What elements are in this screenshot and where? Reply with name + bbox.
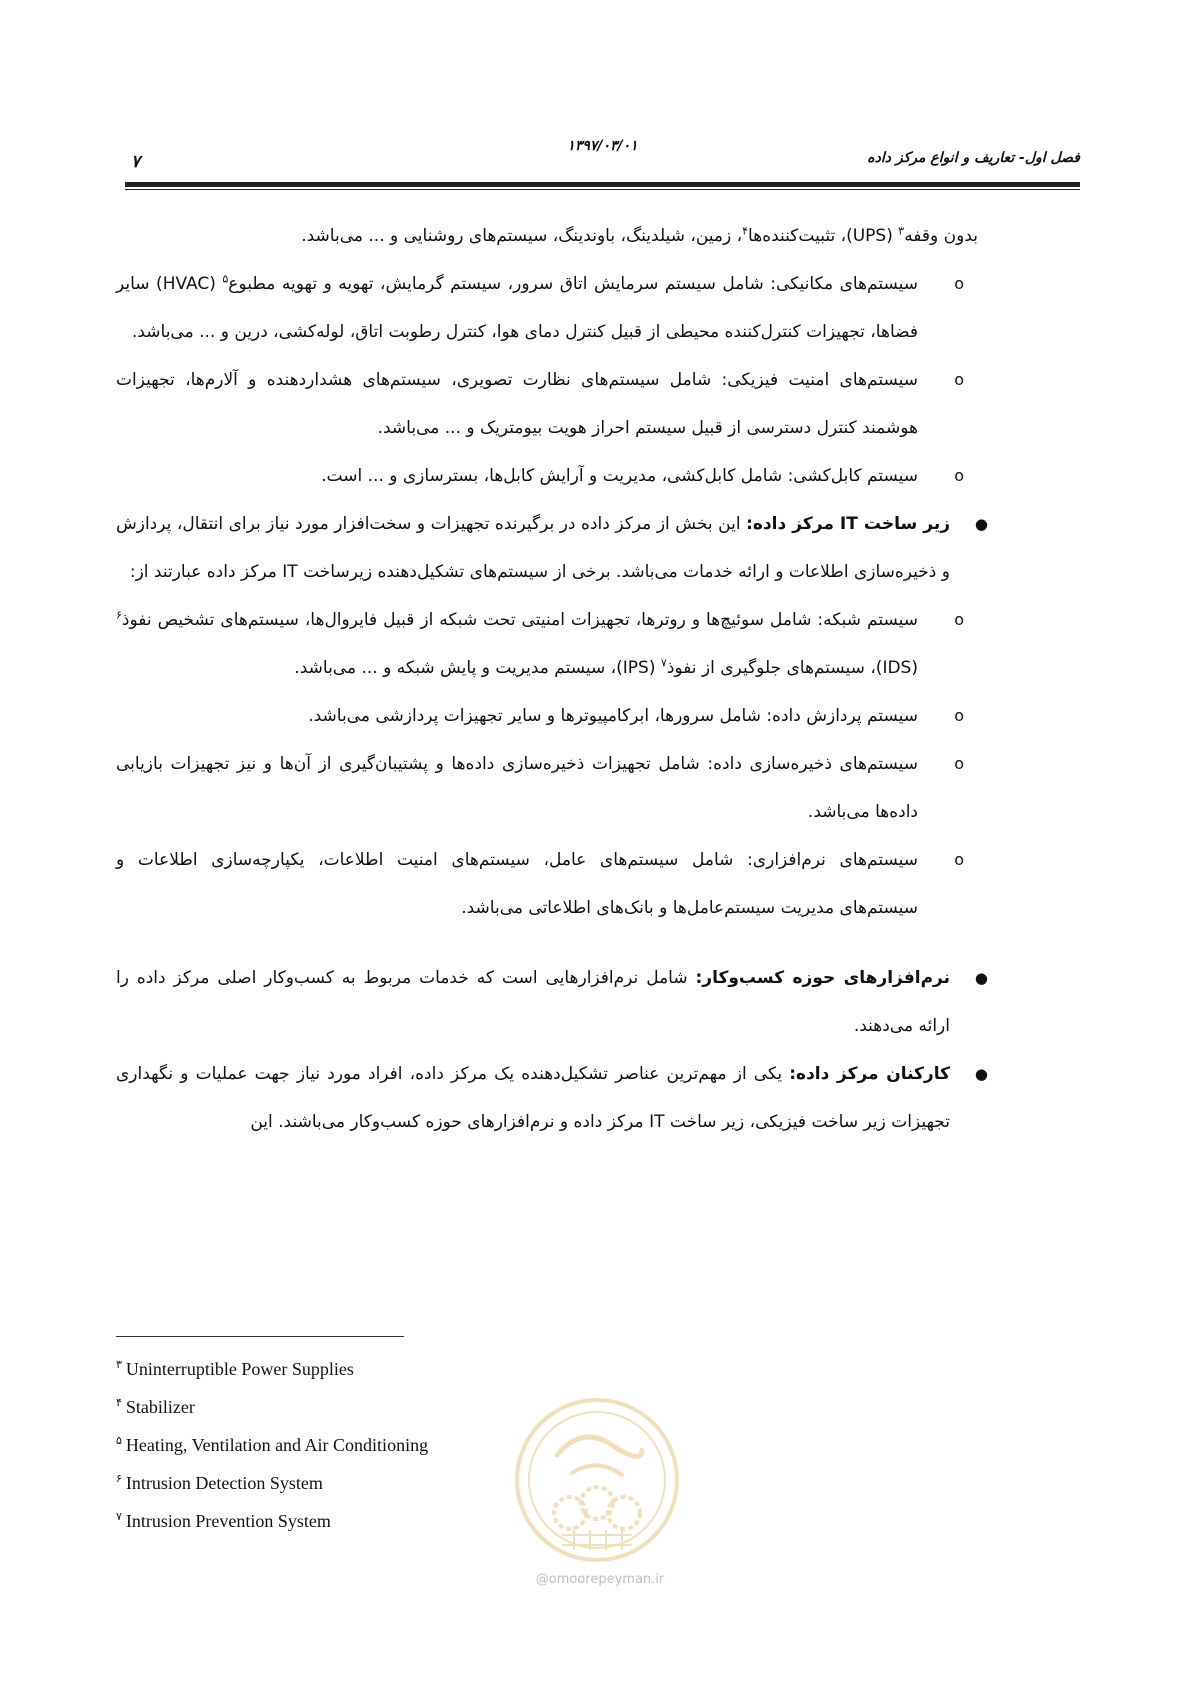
item-heading: زیر ساخت IT مرکز داده: <box>746 514 950 534</box>
continuation-paragraph <box>116 212 988 260</box>
list-item-business-software <box>116 954 988 1050</box>
footnote-ref[interactable]: ۳ <box>898 224 905 238</box>
page-number: ۷ <box>131 152 141 172</box>
footnote-number: ۳ <box>116 1359 122 1371</box>
list-item-staff <box>116 1050 988 1146</box>
header-rule-thick <box>125 182 1080 187</box>
footnote-text: Heating, Ventilation and Air Conditioning <box>125 1435 429 1455</box>
disc-bullet-icon: ● <box>974 1065 988 1083</box>
text-run: سیستم شبکه: شامل سوئیچ‌ها و روترها، تجهیزات امنیتی تحت شبکه از قبیل فایروال‌ها، سیستم‌های تشخیص نفوذ <box>121 610 918 630</box>
paragraph-spacer <box>116 932 988 954</box>
text-run: سیستم‌های مکانیکی: شامل سیستم سرمایش اتاق سرور، سیستم گرمایش، تهویه و تهویه مطبوع <box>228 274 918 294</box>
disc-bullet-icon: ● <box>974 969 988 987</box>
text-run: سیستم‌های ذخیره‌سازی داده: شامل تجهیزات ذخیره‌سازی داده‌ها و پشتیبان‌گیری از آن‌ها و نیز تجهیزات بازیابی داده‌ها می‌باشد. <box>116 754 918 822</box>
circle-bullet-icon: o <box>954 274 964 293</box>
footnote-separator <box>116 1336 404 1337</box>
text-run: این بخش از مرکز داده در برگیرنده تجهیزات و سخت‌افزار مورد نیاز برای انتقال، پردازش و ذخیره‌سازی اطلاعات و ارائه خدمات می‌باشد. برخی از سیستم‌های تشکیل‌دهنده زیرساخت IT مرکز داده عبارتند از: <box>116 514 950 582</box>
item-heading: نرم‌افزارهای حوزه کسب‌وکار: <box>695 968 950 988</box>
text-run: (IPS)، سیستم مدیریت و پایش شبکه و ... می‌باشد. <box>294 658 661 678</box>
item-heading: کارکنان مرکز داده: <box>789 1064 950 1084</box>
chapter-title: فصل اول- تعاریف و انواع مرکز داده <box>867 150 1080 166</box>
watermark-url: @omoorepeyman.ir <box>535 1572 665 1587</box>
footnote-number: ۶ <box>116 1473 122 1485</box>
seal-logo-icon <box>512 1395 682 1565</box>
text-run: یکی از مهم‌ترین عناصر تشکیل‌دهنده یک مرکز داده، افراد مورد نیاز جهت عملیات و نگهداری تجهیزات زیر ساخت فیزیکی، زیر ساخت IT مرکز داده و نرم‌افزارهای حوزه کسب‌وکار می‌باشند. این <box>116 1064 950 1132</box>
text-run: (HVAC) سایر فضاها، تجهیزات کنترل‌کننده محیطی از قبیل کنترل دمای هوا، کنترل رطوبت اتاق، لوله‌کشی، درین و ... می‌باشد. <box>116 274 918 342</box>
footnote-text: Intrusion Detection System <box>125 1473 323 1493</box>
footnote-number: ۴ <box>116 1397 122 1409</box>
circle-bullet-icon: o <box>954 706 964 725</box>
circle-bullet-icon: o <box>954 850 964 869</box>
footnote-ref[interactable]: ۴ <box>742 224 749 238</box>
circle-bullet-icon: o <box>954 370 964 389</box>
footnote-text: Stabilizer <box>125 1397 195 1417</box>
footnote-number: ۷ <box>116 1511 122 1523</box>
list-item-software <box>116 836 988 932</box>
list-item-mechanical <box>116 260 988 356</box>
text-run: ، زمین، شیلدینگ، باوندینگ، سیستم‌های روشنایی و ... می‌باشد. <box>301 226 743 246</box>
text-run: (IDS)، سیستم‌های جلوگیری از نفوذ <box>666 658 918 678</box>
header-rule-thin <box>125 189 1080 190</box>
list-item-network <box>116 596 988 692</box>
list-item-storage <box>116 740 988 836</box>
disc-bullet-icon: ● <box>974 515 988 533</box>
list-item-physical-security <box>116 356 988 452</box>
list-item-cabling <box>116 452 988 500</box>
circle-bullet-icon: o <box>954 466 964 485</box>
footnote-ref[interactable]: ۶ <box>116 608 122 622</box>
page-header <box>125 138 1080 182</box>
circle-bullet-icon: o <box>954 754 964 773</box>
footnote <box>116 1350 596 1388</box>
text-run: بدون وقفه <box>904 226 978 246</box>
text-run: (UPS)، تثبیت‌کننده‌ها <box>748 226 899 246</box>
footnote-number: ۵ <box>116 1435 122 1447</box>
document-date: ۱۳۹۷/۰۳/۰۱ <box>567 138 638 154</box>
circle-bullet-icon: o <box>954 610 964 629</box>
footnote-text: Uninterruptible Power Supplies <box>125 1359 354 1379</box>
list-item-processing <box>116 692 988 740</box>
text-run: شامل نرم‌افزارهایی است که خدمات مربوط به کسب‌وکار اصلی مرکز داده را ارائه می‌دهند. <box>116 968 950 1036</box>
list-item-it-infrastructure <box>116 500 988 596</box>
text-run: سیستم پردازش داده: شامل سرورها، ابرکامپیوترها و سایر تجهیزات پردازشی می‌باشد. <box>308 706 918 726</box>
text-run: سیستم کابل‌کشی: شامل کابل‌کشی، مدیریت و آرایش کابل‌ها، بسترسازی و ... است. <box>321 466 918 486</box>
footnote-ref[interactable]: ۷ <box>660 656 667 670</box>
page-body <box>116 212 988 1146</box>
footnote-text: Intrusion Prevention System <box>125 1511 331 1531</box>
text-run: سیستم‌های امنیت فیزیکی: شامل سیستم‌های نظارت تصویری، سیستم‌های هشداردهنده و آلارم‌ها، تجهیزات هوشمند کنترل دسترسی از قبیل سیستم احراز هویت بیومتریک و ... می‌باشد. <box>116 370 918 438</box>
footnote-ref[interactable]: ۵ <box>222 272 229 286</box>
text-run: سیستم‌های نرم‌افزاری: شامل سیستم‌های عامل، سیستم‌های امنیت اطلاعات، یکپارچه‌سازی اطلاعات و سیستم‌های مدیریت سیستم‌عامل‌ها و بانک‌های اطلاعاتی می‌باشد. <box>116 850 918 918</box>
